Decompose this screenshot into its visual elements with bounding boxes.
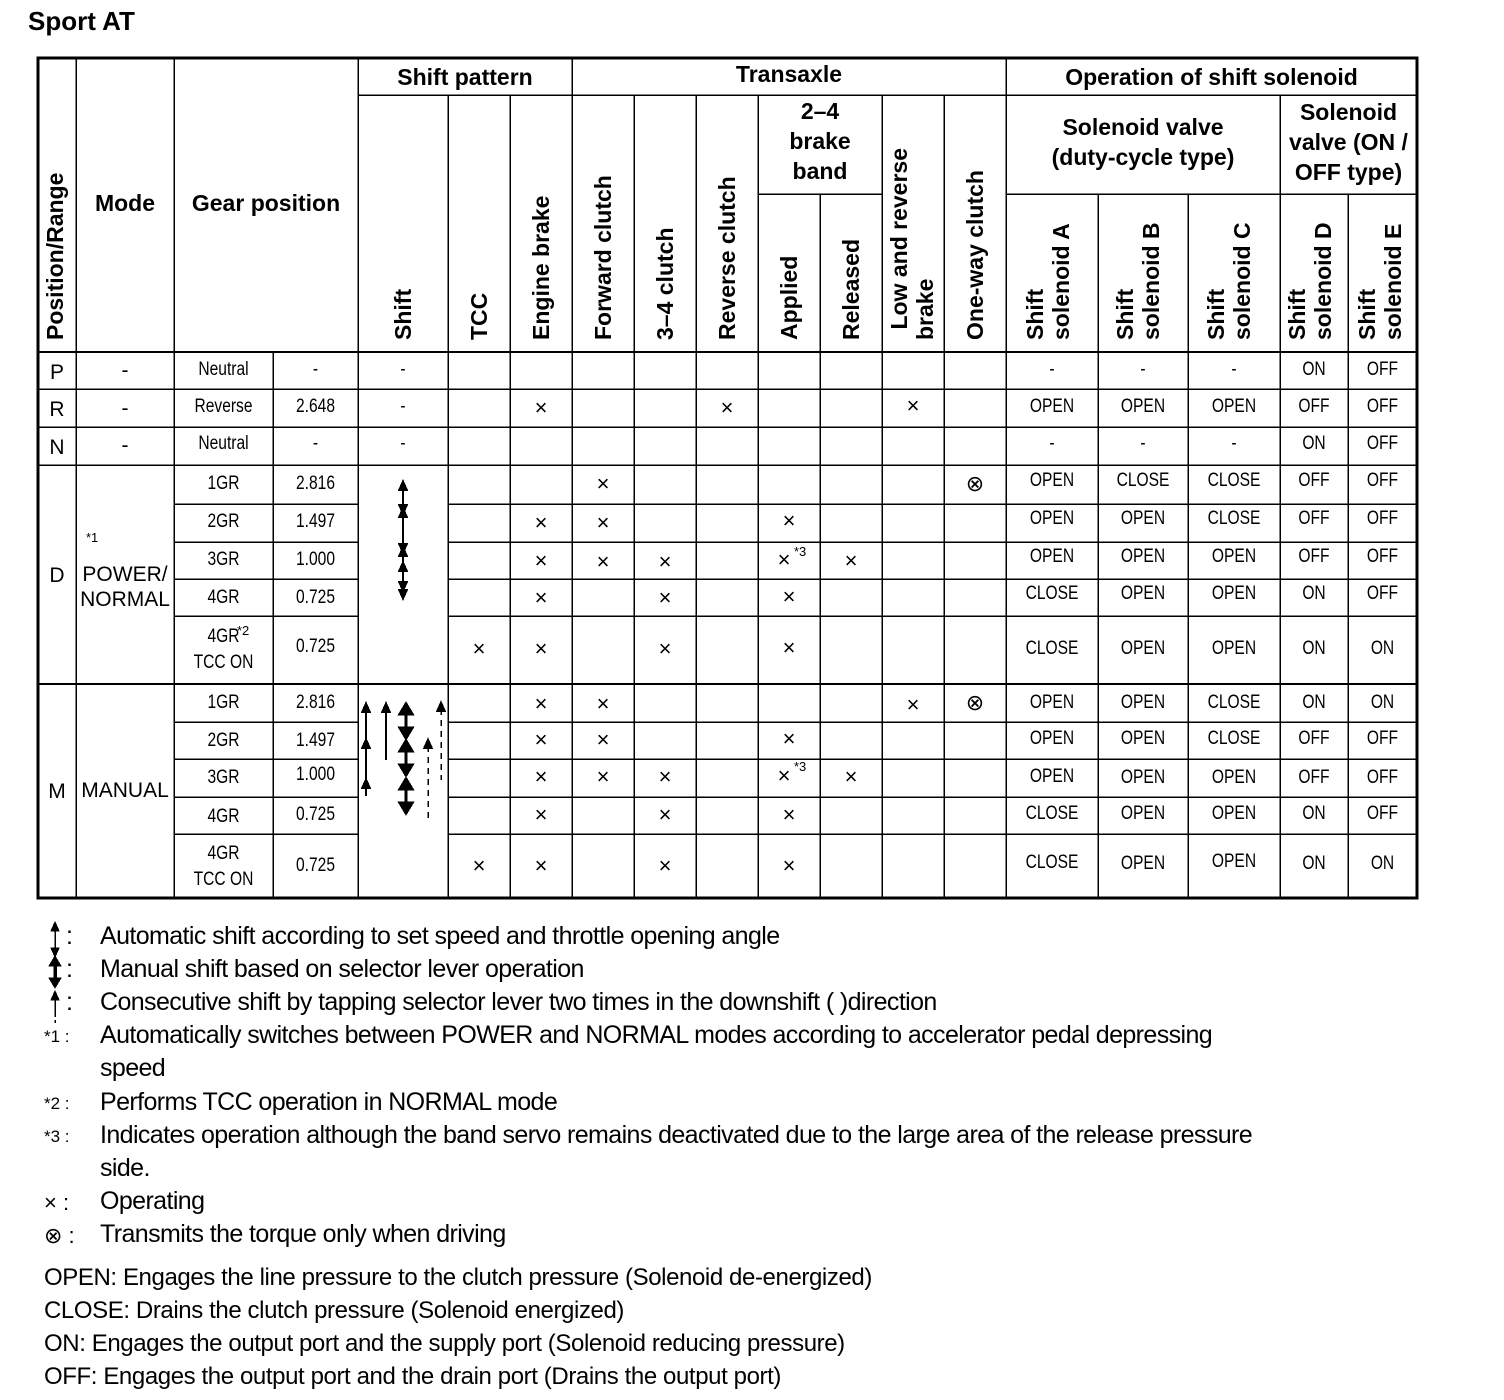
legend-colon-1: : <box>66 922 73 950</box>
row-d4-34clutch-mark: × <box>658 585 672 610</box>
row-d1-sol-b: CLOSE <box>1116 470 1170 491</box>
row-m3-engine-brake-mark: × <box>534 764 548 789</box>
row-d5-tcc-mark: × <box>472 636 486 661</box>
header-sol-e-line1: Shift <box>1354 288 1380 340</box>
header-sol-c-line2: solenoid C <box>1229 222 1255 340</box>
legend-note2-symbol: *2 : <box>44 1094 70 1113</box>
row-m-mode: MANUAL <box>81 779 169 802</box>
header-tcc: TCC <box>466 292 492 340</box>
row-m3-released-mark: × <box>844 764 858 789</box>
header-reverse-clutch: Reverse clutch <box>714 176 740 340</box>
row-m2-forward-clutch-mark: × <box>596 727 610 752</box>
definition-close: CLOSE: Drains the clutch pressure (Solenoid energized) <box>44 1297 625 1324</box>
legend-automatic-shift: Automatic shift according to set speed and throttle opening angle <box>100 922 780 950</box>
row-d4-engine-brake-mark: × <box>534 585 548 610</box>
row-m3-sol-c: OPEN <box>1211 767 1257 788</box>
row-d1-gear: 1GR <box>207 473 240 494</box>
header-onoff-line1: Solenoid <box>1299 99 1398 125</box>
row-m2-ratio: 1.497 <box>295 730 335 751</box>
row-d3-sol-e: OFF <box>1366 546 1399 567</box>
header-3-4-clutch: 3–4 clutch <box>652 227 678 340</box>
row-p-sol-a: - <box>1049 359 1055 380</box>
row-m4-34clutch-mark: × <box>658 802 672 827</box>
legend-colon-2: : <box>66 955 73 983</box>
row-d4-sol-b: OPEN <box>1120 583 1166 604</box>
row-d5-sol-d: ON <box>1302 638 1326 659</box>
header-shift: Shift <box>390 288 416 340</box>
row-d-mode-line1: POWER/ <box>82 563 168 586</box>
row-r-sol-d: OFF <box>1298 396 1330 417</box>
row-m1-engine-brake-mark: × <box>534 691 548 716</box>
row-d5-sol-c: OPEN <box>1211 638 1257 659</box>
header-duty-line2: (duty-cycle type) <box>1051 144 1235 170</box>
header-sol-a-line1: Shift <box>1022 288 1048 340</box>
row-m1-sol-e: ON <box>1370 692 1395 713</box>
header-released: Released <box>838 238 864 340</box>
row-d1-ratio: 2.816 <box>295 473 335 494</box>
row-d4-gear: 4GR <box>207 587 240 608</box>
header-low-reverse-line1: Low and reverse <box>886 148 912 330</box>
row-d5-sol-a: CLOSE <box>1025 638 1079 659</box>
row-m4-sol-c: OPEN <box>1211 803 1257 824</box>
row-m2-sol-c: CLOSE <box>1207 728 1261 749</box>
row-p-gear: Neutral <box>198 359 249 380</box>
legend-manual-shift: Manual shift based on selector lever operation <box>100 955 584 983</box>
row-d3-engine-brake-mark: × <box>534 548 548 573</box>
row-p-shift: - <box>400 359 406 380</box>
legend-consecutive-shift: Consecutive shift by tapping selector lever two times in the downshift ( )direction <box>100 988 937 1016</box>
definition-off: OFF: Engages the output port and the drain port (Drains the output port) <box>44 1363 781 1390</box>
row-d5-34clutch-mark: × <box>658 636 672 661</box>
row-m5-sol-b: OPEN <box>1120 853 1166 874</box>
row-d3-ratio: 1.000 <box>295 549 335 570</box>
row-d-mode-line2: NORMAL <box>80 588 170 611</box>
row-p-position: P <box>49 361 64 384</box>
legend-torque: Transmits the torque only when driving <box>100 1220 506 1248</box>
row-d5-sol-e: ON <box>1370 638 1395 659</box>
legend-torque-symbol: ⊗ : <box>44 1223 75 1248</box>
row-m4-engine-brake-mark: × <box>534 802 548 827</box>
row-m3-ratio: 1.000 <box>295 764 335 785</box>
row-m3-gear: 3GR <box>207 767 240 788</box>
row-m4-ratio: 0.725 <box>295 804 335 825</box>
row-d3-gear: 3GR <box>207 549 240 570</box>
row-p-sol-b: - <box>1140 359 1146 380</box>
row-d1-sol-a: OPEN <box>1029 470 1075 491</box>
row-n-sol-c: - <box>1231 433 1237 454</box>
row-m5-sol-d: ON <box>1302 853 1326 874</box>
header-onoff-line2: valve (ON / <box>1289 129 1408 155</box>
row-m3-sol-e: OFF <box>1366 767 1399 788</box>
row-m1-sol-d: ON <box>1302 692 1326 713</box>
row-n-sol-e: OFF <box>1366 433 1399 454</box>
row-d5-ratio: 0.725 <box>295 636 335 657</box>
row-d2-sol-e: OFF <box>1366 508 1399 529</box>
row-m2-sol-d: OFF <box>1298 728 1330 749</box>
row-m3-sol-d: OFF <box>1298 767 1330 788</box>
row-m4-sol-b: OPEN <box>1120 803 1166 824</box>
row-d2-sol-d: OFF <box>1298 508 1330 529</box>
row-m3-34clutch-mark: × <box>658 764 672 789</box>
header-forward-clutch: Forward clutch <box>590 175 616 340</box>
row-r-gear: Reverse <box>194 396 253 417</box>
row-r-ratio: 2.648 <box>295 396 335 417</box>
header-sol-d-line2: solenoid D <box>1310 222 1336 340</box>
row-d3-applied-note: *3 <box>794 544 807 559</box>
row-m5-gear-line1: 4GR <box>207 843 240 864</box>
row-d4-ratio: 0.725 <box>295 587 335 608</box>
row-m1-one-way-mark: ⊗ <box>965 690 985 715</box>
row-d2-forward-clutch-mark: × <box>596 510 610 535</box>
row-n-sol-d: ON <box>1302 433 1326 454</box>
row-r-reverse-clutch-mark: × <box>720 395 734 420</box>
legend-note3-symbol: *3 : <box>44 1127 70 1146</box>
row-m1-low-reverse-mark: × <box>906 692 920 717</box>
legend-note1-symbol: *1 : <box>44 1027 70 1046</box>
row-n-position: N <box>49 436 65 459</box>
row-d2-sol-c: CLOSE <box>1207 508 1261 529</box>
row-d1-one-way-mark: ⊗ <box>965 471 985 496</box>
row-r-shift: - <box>400 396 406 417</box>
legend-note1-line1: Automatically switches between POWER and NORMAL modes according to accelerator pedal depressing <box>100 1021 1213 1049</box>
legend-note3-line2: side. <box>100 1154 150 1182</box>
row-d5-engine-brake-mark: × <box>534 636 548 661</box>
row-m5-gear-line2: TCC ON <box>193 869 254 890</box>
row-p-sol-c: - <box>1231 359 1237 380</box>
row-m5-sol-e: ON <box>1370 853 1395 874</box>
row-d2-ratio: 1.497 <box>295 511 335 532</box>
page-title: Sport AT <box>28 6 135 36</box>
legend-note1-line2: speed <box>100 1054 166 1082</box>
header-shift-pattern: Shift pattern <box>397 64 533 90</box>
row-d1-forward-clutch-mark: × <box>596 471 610 496</box>
row-m5-tcc-mark: × <box>472 853 486 878</box>
row-m4-sol-d: ON <box>1302 803 1326 824</box>
row-d-mode-note: *1 <box>86 530 99 545</box>
row-d2-sol-b: OPEN <box>1120 508 1166 529</box>
row-m5-ratio: 0.725 <box>295 855 335 876</box>
row-d1-sol-e: OFF <box>1366 470 1399 491</box>
legend-colon-3: : <box>66 988 73 1016</box>
row-p-sol-d: ON <box>1302 359 1326 380</box>
header-onoff-line3: OFF type) <box>1294 159 1403 185</box>
row-d3-sol-a: OPEN <box>1029 546 1075 567</box>
row-d3-sol-c: OPEN <box>1211 546 1257 567</box>
row-m5-engine-brake-mark: × <box>534 853 548 878</box>
row-m5-applied-mark: × <box>782 853 796 878</box>
row-d3-sol-b: OPEN <box>1120 546 1166 567</box>
header-engine-brake: Engine brake <box>528 195 554 340</box>
row-n-ratio: - <box>312 433 319 454</box>
row-m1-ratio: 2.816 <box>295 692 335 713</box>
row-d3-sol-d: OFF <box>1298 546 1330 567</box>
header-operation-shift-solenoid: Operation of shift solenoid <box>1065 64 1358 90</box>
row-d1-sol-c: CLOSE <box>1207 470 1261 491</box>
header-low-reverse-line2: brake <box>912 278 938 340</box>
row-r-sol-a: OPEN <box>1029 396 1075 417</box>
row-r-engine-brake-mark: × <box>534 395 548 420</box>
header-transaxle: Transaxle <box>735 61 843 87</box>
row-m3-forward-clutch-mark: × <box>596 764 610 789</box>
header-mode: Mode <box>94 190 156 216</box>
row-m1-sol-b: OPEN <box>1120 692 1166 713</box>
row-m3-sol-a: OPEN <box>1029 766 1075 787</box>
row-d3-forward-clutch-mark: × <box>596 549 610 574</box>
row-d3-released-mark: × <box>844 548 858 573</box>
legend-note3-line1: Indicates operation although the band servo remains deactivated due to the large area of the release pressure <box>100 1121 1253 1149</box>
row-m4-sol-e: OFF <box>1366 803 1399 824</box>
row-d-position: D <box>49 564 65 587</box>
row-n-gear: Neutral <box>198 433 249 454</box>
row-m3-applied-note: *3 <box>794 759 807 774</box>
row-d5-gear-note: *2 <box>237 623 250 638</box>
definition-on: ON: Engages the output port and the supply port (Solenoid reducing pressure) <box>44 1330 845 1357</box>
row-m5-sol-a: CLOSE <box>1025 852 1079 873</box>
row-n-sol-a: - <box>1049 433 1055 454</box>
row-m1-gear: 1GR <box>207 692 240 713</box>
row-m3-sol-b: OPEN <box>1120 767 1166 788</box>
row-m4-gear: 4GR <box>207 806 240 827</box>
header-applied: Applied <box>776 255 802 340</box>
row-r-sol-b: OPEN <box>1120 396 1166 417</box>
row-r-mode: - <box>121 397 129 420</box>
header-brake-band-line2: brake <box>789 128 851 154</box>
row-d4-sol-d: ON <box>1302 583 1326 604</box>
header-brake-band-line1: 2–4 <box>800 98 840 124</box>
row-n-sol-b: - <box>1140 433 1146 454</box>
row-m2-engine-brake-mark: × <box>534 727 548 752</box>
row-m2-sol-a: OPEN <box>1029 728 1075 749</box>
row-d4-sol-e: OFF <box>1366 583 1399 604</box>
row-d2-engine-brake-mark: × <box>534 510 548 535</box>
row-m2-sol-e: OFF <box>1366 728 1399 749</box>
row-p-sol-e: OFF <box>1366 359 1399 380</box>
row-d5-sol-b: OPEN <box>1120 638 1166 659</box>
header-sol-b-line2: solenoid B <box>1138 222 1164 340</box>
header-duty-line1: Solenoid valve <box>1062 114 1224 140</box>
legend-operating-symbol: × : <box>44 1190 70 1215</box>
row-d3-applied-mark: × <box>777 547 791 572</box>
header-sol-a-line2: solenoid A <box>1048 223 1074 340</box>
legend-operating: Operating <box>100 1187 205 1215</box>
row-n-mode: - <box>121 434 129 457</box>
row-r-sol-c: OPEN <box>1211 396 1257 417</box>
row-d5-gear-line2: TCC ON <box>193 652 254 673</box>
row-r-sol-e: OFF <box>1366 396 1399 417</box>
row-m5-34clutch-mark: × <box>658 853 672 878</box>
row-d5-gear-line1: 4GR <box>207 626 240 647</box>
header-gear-position: Gear position <box>191 190 341 216</box>
header-one-way-clutch: One-way clutch <box>962 170 988 340</box>
row-m2-gear: 2GR <box>207 730 240 751</box>
row-d2-applied-mark: × <box>782 508 796 533</box>
row-d2-gear: 2GR <box>207 511 240 532</box>
row-r-position: R <box>49 398 65 421</box>
row-r-low-reverse-mark: × <box>906 393 920 418</box>
row-m4-sol-a: CLOSE <box>1025 803 1079 824</box>
row-m-position: M <box>48 780 66 803</box>
row-p-ratio: - <box>312 359 319 380</box>
row-d4-sol-a: CLOSE <box>1025 583 1079 604</box>
row-m3-applied-mark: × <box>777 763 791 788</box>
header-position-range: Position/Range <box>42 172 68 340</box>
header-brake-band-line3: band <box>792 158 848 184</box>
row-d1-sol-d: OFF <box>1298 470 1330 491</box>
row-m1-sol-a: OPEN <box>1029 692 1075 713</box>
row-m2-applied-mark: × <box>782 726 796 751</box>
row-m2-sol-b: OPEN <box>1120 728 1166 749</box>
row-n-shift: - <box>400 433 406 454</box>
row-m5-sol-c: OPEN <box>1211 851 1257 872</box>
row-d5-applied-mark: × <box>782 635 796 660</box>
row-m1-forward-clutch-mark: × <box>596 691 610 716</box>
row-d3-34clutch-mark: × <box>658 549 672 574</box>
legend-note2: Performs TCC operation in NORMAL mode <box>100 1088 558 1116</box>
row-m4-applied-mark: × <box>782 802 796 827</box>
row-p-mode: - <box>121 359 129 382</box>
row-d2-sol-a: OPEN <box>1029 508 1075 529</box>
header-sol-d-line1: Shift <box>1284 288 1310 340</box>
definition-open: OPEN: Engages the line pressure to the clutch pressure (Solenoid de-energized) <box>44 1264 872 1291</box>
row-d4-applied-mark: × <box>782 584 796 609</box>
row-d4-sol-c: OPEN <box>1211 583 1257 604</box>
header-sol-c-line1: Shift <box>1203 288 1229 340</box>
row-m1-sol-c: CLOSE <box>1207 692 1261 713</box>
header-sol-e-line2: solenoid E <box>1380 223 1406 340</box>
header-sol-b-line1: Shift <box>1112 288 1138 340</box>
